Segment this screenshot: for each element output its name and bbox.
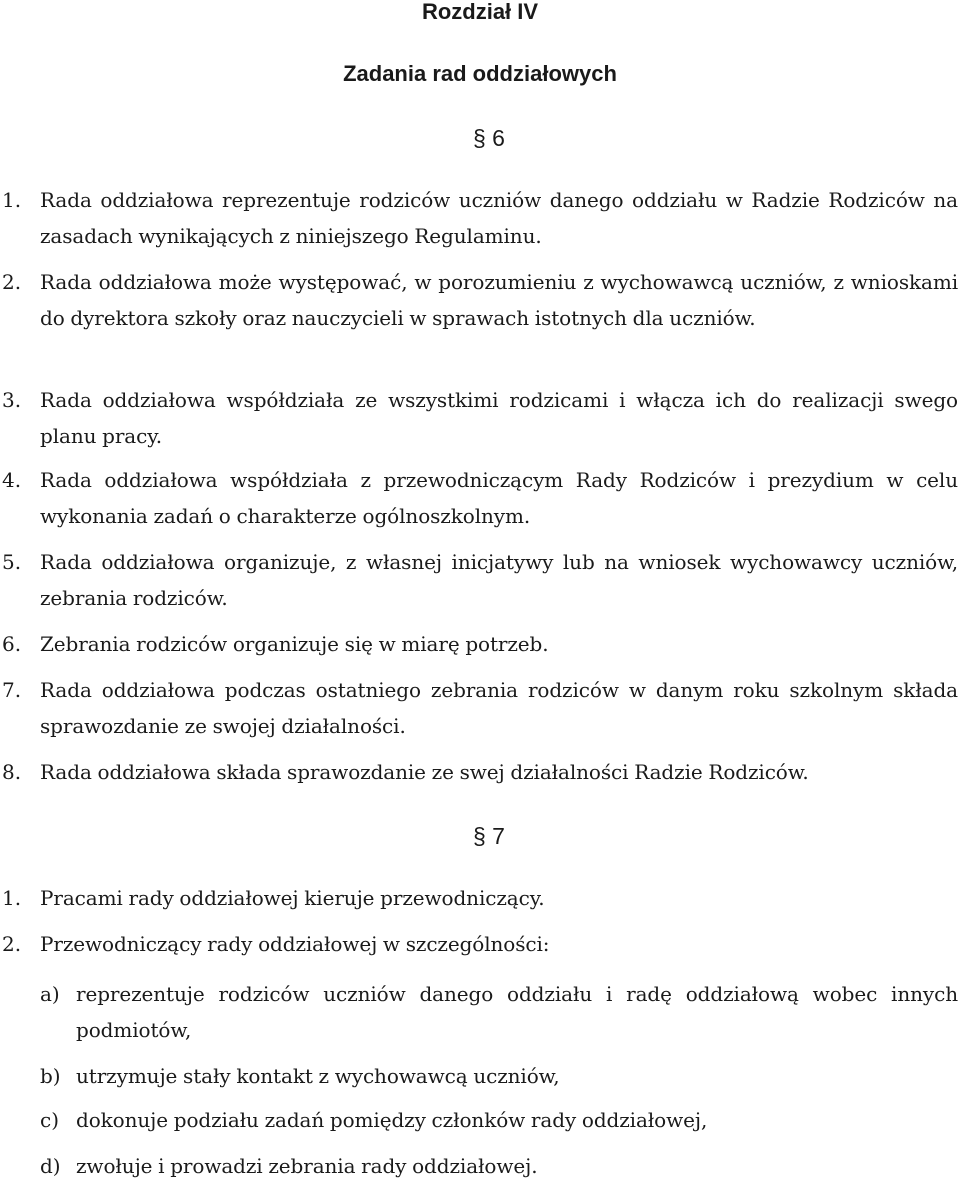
section-7-item-2 (0, 926, 958, 962)
subitem-letter: a) (40, 982, 60, 1006)
item-text: Przewodniczący rady oddziałowej w szczególności: (40, 932, 550, 956)
item-number: 2. (2, 270, 22, 294)
section-6-item-8 (0, 754, 958, 790)
section-7-subitem-a (0, 976, 958, 1048)
section-6-item-2 (0, 264, 958, 336)
item-number: 1. (2, 188, 22, 212)
item-text: Rada oddziałowa organizuje, z własnej inicjatywy lub na wniosek wychowawcy uczniów, zebrania rodziców. (40, 550, 958, 610)
subitem-text: dokonuje podziału zadań pomiędzy członków rady oddziałowej, (76, 1108, 708, 1132)
item-text: Rada oddziałowa współdziała z przewodniczącym Rady Rodziców i prezydium w celu wykonania zadań o charakterze ogólnoszkolnym. (40, 468, 958, 528)
section-7-subitem-b (0, 1058, 958, 1094)
item-text: Zebrania rodziców organizuje się w miarę potrzeb. (40, 632, 549, 656)
item-number: 3. (2, 388, 22, 412)
subitem-letter: b) (40, 1064, 61, 1088)
subitem-letter: d) (40, 1154, 61, 1178)
chapter-title: Rozdział IV (421, 0, 539, 24)
item-text: Rada oddziałowa podczas ostatniego zebrania rodziców w danym roku szkolnym składa sprawozdanie ze swojej działalności. (40, 678, 958, 738)
item-number: 5. (2, 550, 22, 574)
section-7-sign: § 7 (473, 823, 505, 849)
chapter-subtitle: Zadania rad oddziałowych (343, 61, 617, 86)
item-text: Pracami rady oddziałowej kieruje przewodniczący. (40, 886, 545, 910)
section-6-item-7 (0, 672, 958, 744)
item-text: Rada oddziałowa współdziała ze wszystkimi rodzicami i włącza ich do realizacji swego planu pracy. (40, 388, 958, 448)
section-6-item-1 (0, 182, 958, 254)
item-text: Rada oddziałowa składa sprawozdanie ze swej działalności Radzie Rodziców. (40, 760, 809, 784)
section-6-item-4 (0, 462, 958, 534)
section-6-item-5 (0, 544, 958, 616)
subitem-text: zwołuje i prowadzi zebrania rady oddziałowej. (76, 1154, 538, 1178)
item-number: 1. (2, 886, 22, 910)
item-number: 4. (2, 468, 22, 492)
section-7-subitem-d (0, 1148, 958, 1184)
subitem-text: reprezentuje rodziców uczniów danego oddziału i radę oddziałową wobec innych podmiotów, (76, 982, 958, 1042)
section-7-subitem-c (0, 1102, 958, 1138)
item-text: Rada oddziałowa reprezentuje rodziców uczniów danego oddziału w Radzie Rodziców na zasadach wynikających z niniejszego Regulaminu. (40, 188, 958, 248)
item-text: Rada oddziałowa może występować, w porozumieniu z wychowawcą uczniów, z wnioskami do dyrektora szkoły oraz nauczycieli w sprawach istotnych dla uczniów. (40, 270, 958, 330)
item-number: 2. (2, 932, 22, 956)
section-7-item-1 (0, 880, 958, 916)
section-6-item-3 (0, 382, 958, 454)
item-number: 8. (2, 760, 22, 784)
subitem-letter: c) (40, 1108, 60, 1132)
section-6-sign: § 6 (473, 125, 505, 151)
subitem-text: utrzymuje stały kontakt z wychowawcą uczniów, (76, 1064, 560, 1088)
section-6-item-6 (0, 626, 958, 662)
item-number: 6. (2, 632, 22, 656)
item-number: 7. (2, 678, 22, 702)
